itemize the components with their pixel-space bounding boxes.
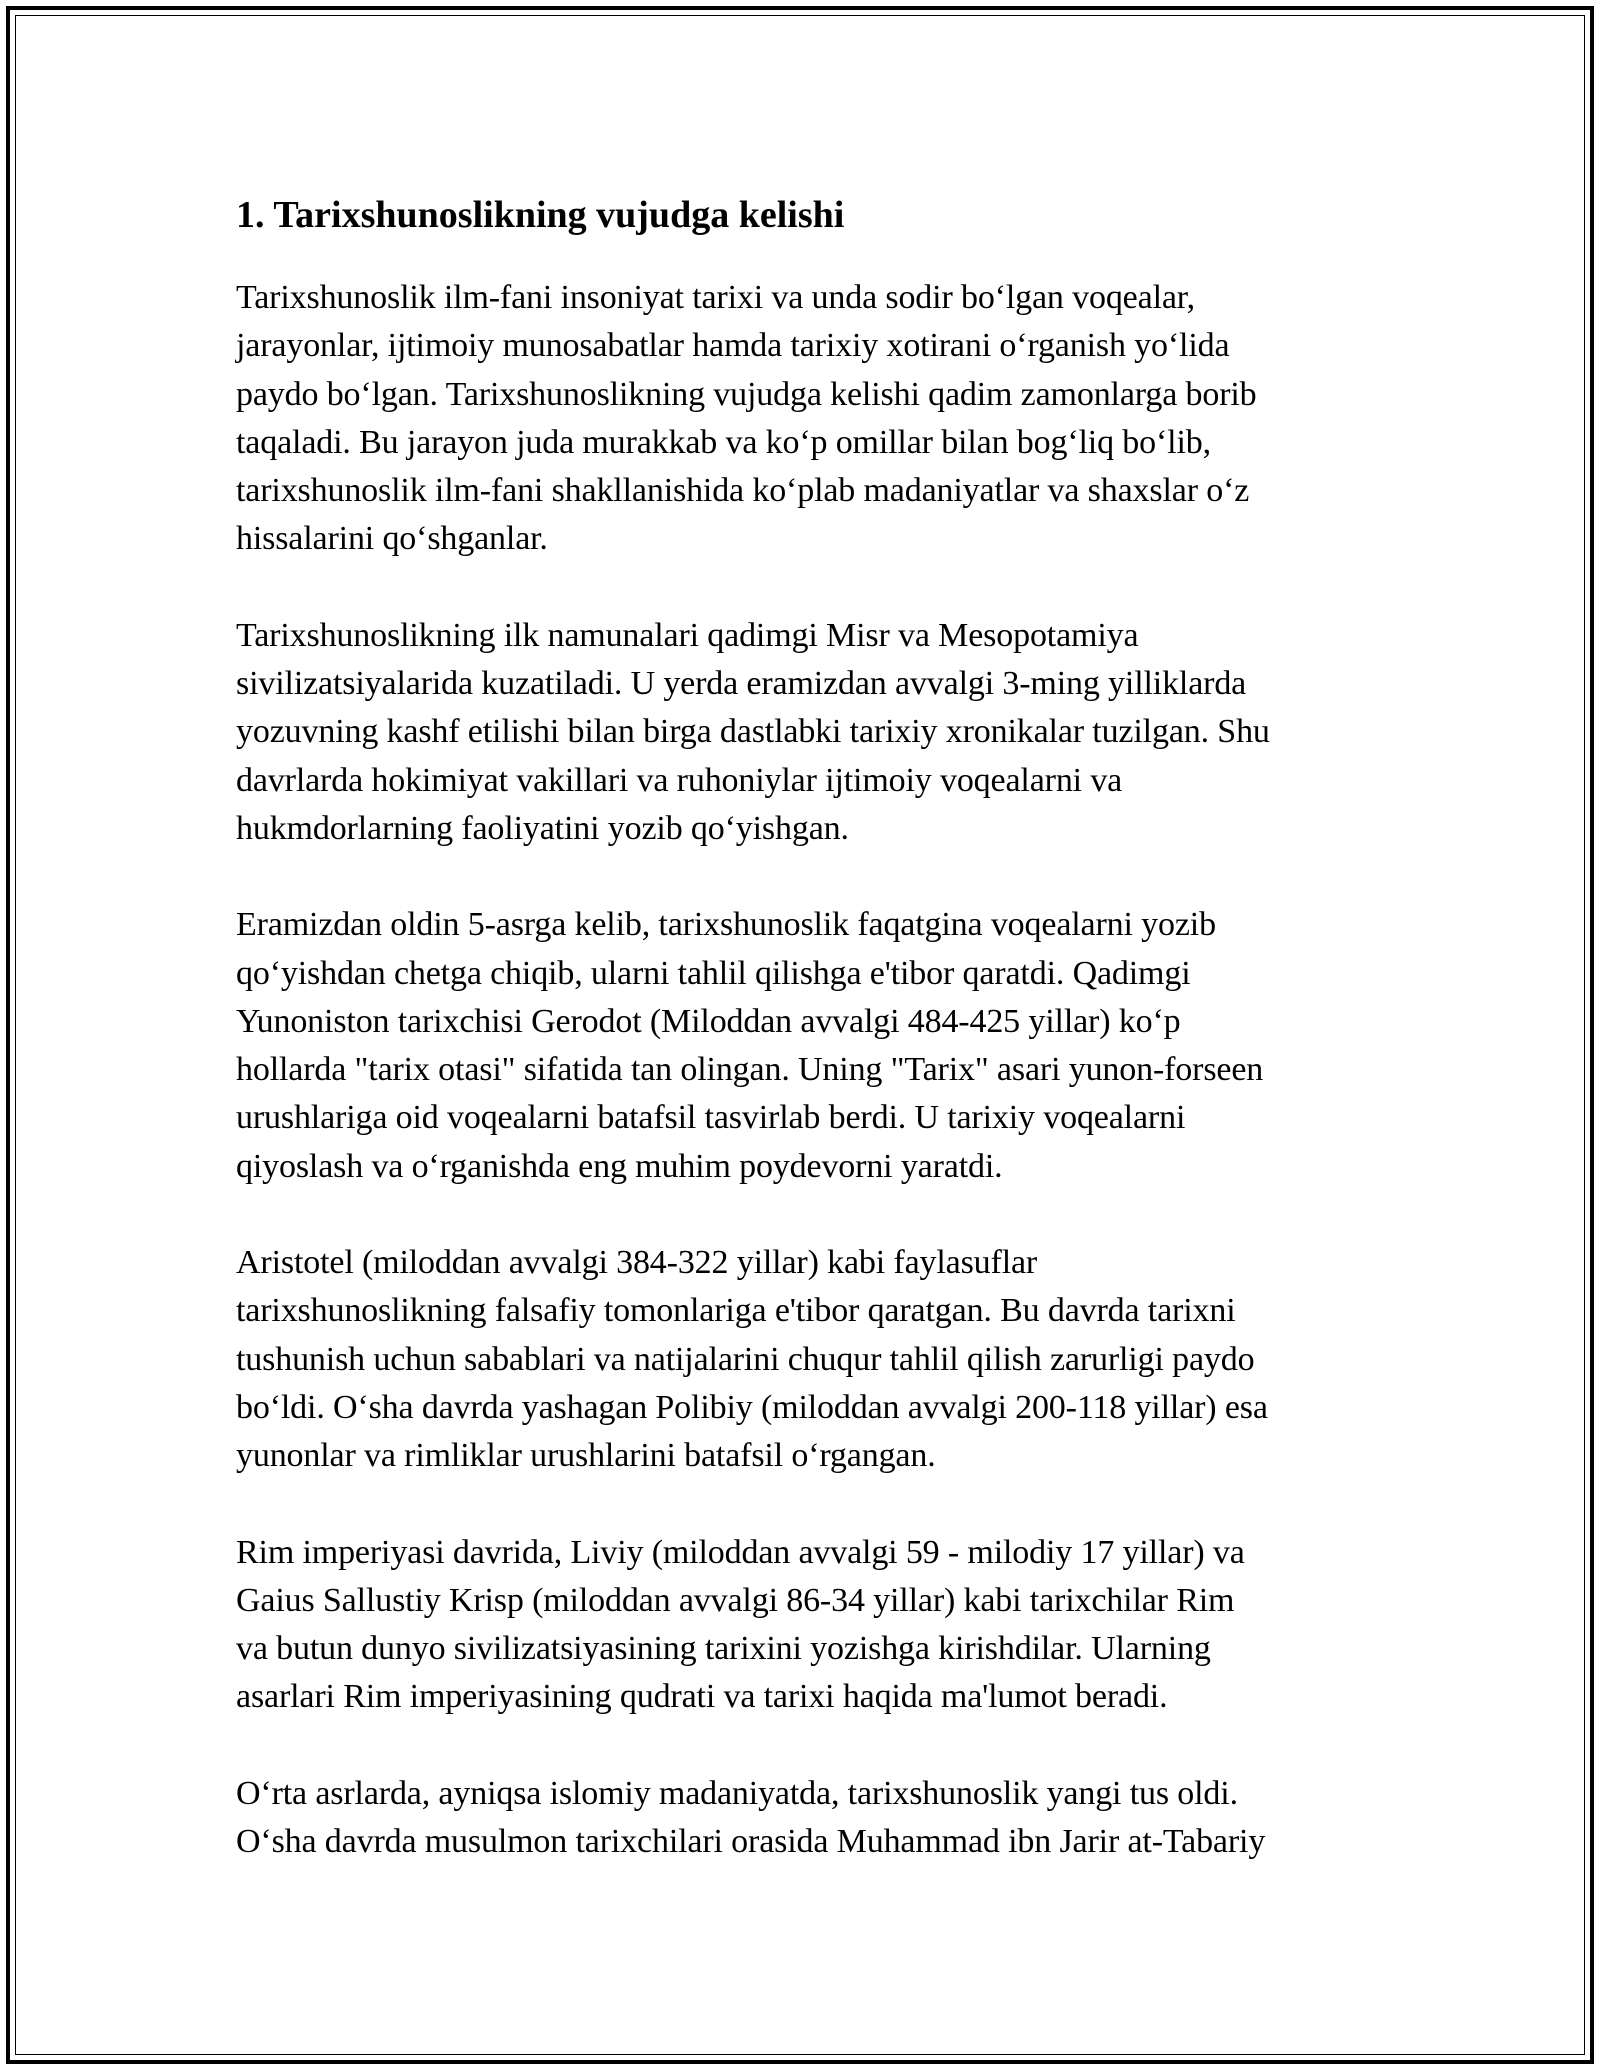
text-line: Gaius Sallustiy Krisp (miloddan avvalgi 86-34 yillar) kabi tarixchilar Rim	[236, 1581, 1235, 1619]
text-line: Tarixshunoslikning ilk namunalari qadimgi Misr va Mesopotamiya	[236, 616, 1139, 654]
paragraph-2	[236, 612, 1376, 853]
text-line: Tarixshunoslik ilm-fani insoniyat tarixi va unda sodir bo‘lgan voqealar,	[236, 279, 1195, 316]
text-line: Eramizdan oldin 5-asrga kelib, tarixshunoslik faqatgina voqealarni yozib	[236, 906, 1216, 944]
section-heading: 1. Tarixshunoslikning vujudga kelishi	[236, 194, 845, 236]
text-line: tushunish uchun sabablari va natijalarini chuqur tahlil qilish zarurligi paydo	[236, 1340, 1255, 1378]
paragraph-5	[236, 1529, 1376, 1722]
text-line: hollarda "tarix otasi" sifatida tan olingan. Uning "Tarix" asari yunon-forseen	[236, 1051, 1264, 1089]
text-line: Yunoniston tarixchisi Gerodot (Miloddan avvalgi 484-425 yillar) ko‘p	[236, 1002, 1181, 1040]
text-line: Aristotel (miloddan avvalgi 384-322 yillar) kabi faylasuflar	[236, 1244, 1038, 1282]
text-line: bo‘ldi. O‘sha davrda yashagan Polibiy (miloddan avvalgi 200-118 yillar) esa	[236, 1388, 1268, 1426]
text-line: O‘sha davrda musulmon tarixchilari orasida Muhammad ibn Jarir at-Tabariy	[236, 1823, 1266, 1861]
paragraph-4	[236, 1239, 1376, 1480]
text-line: yozuvning kashf etilishi bilan birga dastlabki tarixiy xronikalar tuzilgan. Shu	[236, 713, 1270, 751]
text-line: qiyoslash va o‘rganishda eng muhim poydevorni yaratdi.	[236, 1147, 1003, 1185]
text-line: Rim imperiyasi davrida, Liviy (miloddan avvalgi 59 - milodiy 17 yillar) va	[236, 1533, 1245, 1571]
text-line: va butun dunyo sivilizatsiyasining tarixini yozishga kirishdilar. Ularning	[236, 1630, 1211, 1668]
text-line: tarixshunoslikning falsafiy tomonlariga e'tibor qaratgan. Bu davrda tarixni	[236, 1292, 1236, 1330]
text-line: qo‘yishdan chetga chiqib, ularni tahlil qilishga e'tibor qaratdi. Qadimgi	[236, 954, 1191, 992]
paragraph-3	[236, 901, 1376, 1191]
text-line: jarayonlar, ijtimoiy munosabatlar hamda tarixiy xotirani o‘rganish yo‘lida	[236, 327, 1230, 365]
text-line: asarlari Rim imperiyasining qudrati va tarixi haqida ma'lumot beradi.	[236, 1678, 1168, 1716]
text-line: sivilizatsiyalarida kuzatiladi. U yerda eramizdan avvalgi 3-ming yilliklarda	[236, 665, 1247, 703]
text-line: paydo bo‘lgan. Tarixshunoslikning vujudga kelishi qadim zamonlarga borib	[236, 375, 1257, 413]
text-line: tarixshunoslik ilm-fani shakllanishida ko‘plab madaniyatlar va shaxslar o‘z	[236, 472, 1250, 510]
text-line: urushlariga oid voqealarni batafsil tasvirlab berdi. U tarixiy voqealarni	[236, 1099, 1186, 1137]
text-line: hukmdorlarning faoliyatini yozib qo‘yishgan.	[236, 809, 849, 847]
text-line: davrlarda hokimiyat vakillari va ruhoniylar ijtimoiy voqealarni va	[236, 761, 1123, 799]
paragraph-6	[236, 1770, 1376, 1867]
text-line: hissalarini qo‘shganlar.	[236, 520, 548, 558]
text-line: O‘rta asrlarda, ayniqsa islomiy madaniyatda, tarixshunoslik yangi tus oldi.	[236, 1774, 1238, 1812]
document-body	[236, 190, 1376, 1914]
text-line: yunonlar va rimliklar urushlarini batafsil o‘rgangan.	[236, 1437, 936, 1475]
text-line: taqaladi. Bu jarayon juda murakkab va ko‘p omillar bilan bog‘liq bo‘lib,	[236, 423, 1211, 461]
paragraph-1	[236, 274, 1376, 564]
